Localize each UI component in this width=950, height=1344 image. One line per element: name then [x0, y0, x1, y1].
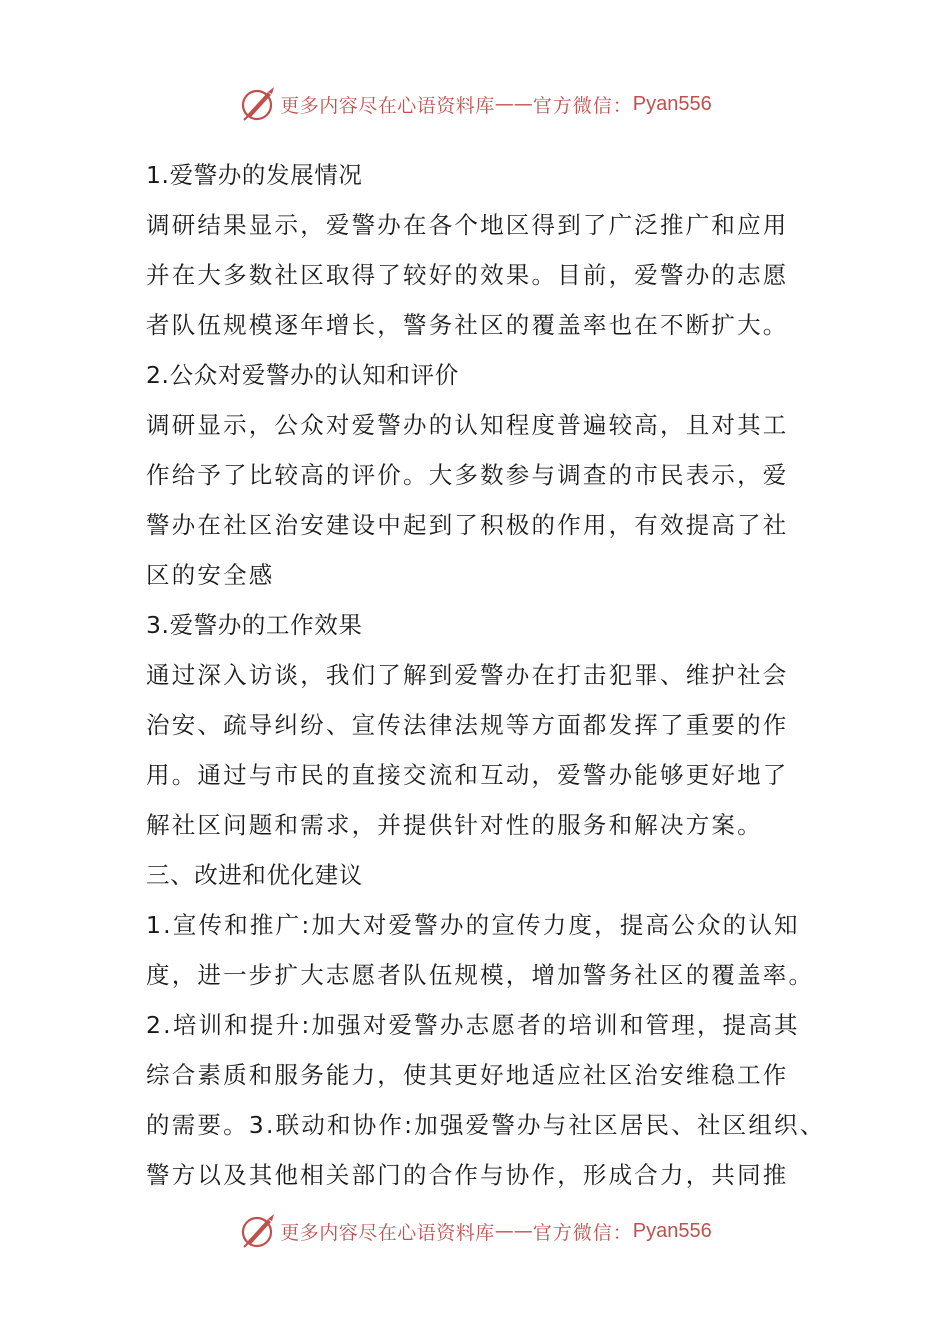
- watermark-dash: ——: [494, 93, 533, 115]
- watermark-slogan: 更多内容尽在心语资料库: [280, 94, 495, 117]
- watermark-contact-label: 官方微信：: [532, 94, 633, 117]
- paragraph-line: 综合素质和服务能力，使其更好地适应社区治安维稳工作: [146, 1061, 789, 1089]
- document-body: [146, 150, 826, 1200]
- paragraph-line: 警方以及其他相关部门的合作与协作，形成合力，共同推: [146, 1161, 789, 1189]
- section-heading: 1.爱警办的发展情况: [146, 161, 363, 189]
- watermark-contact-label: 官方微信：: [532, 1221, 633, 1244]
- paragraph-line: 通过深入访谈，我们了解到爱警办在打击犯罪、维护社会: [146, 661, 789, 689]
- section-heading: 三、改进和优化建议: [146, 861, 363, 889]
- header-watermark-banner: [0, 84, 950, 124]
- paragraph-line: 的需要。3.联动和协作:加强爱警办与社区居民、社区组织、: [146, 1111, 826, 1139]
- paragraph-line: 警办在社区治安建设中起到了积极的作用，有效提高了社: [146, 511, 789, 539]
- paragraph-line: 并在大多数社区取得了较好的效果。目前，爱警办的志愿: [146, 261, 789, 289]
- paragraph-line: 区的安全感: [146, 561, 275, 589]
- watermark-slogan: 更多内容尽在心语资料库: [280, 1221, 495, 1244]
- watermark-dash: ——: [494, 1220, 533, 1242]
- paragraph-line: 治安、疏导纠纷、宣传法律法规等方面都发挥了重要的作: [146, 711, 789, 739]
- quill-pen-seal-icon: [238, 84, 278, 124]
- paragraph-line: 1.宣传和推广:加大对爱警办的宣传力度，提高公众的认知: [146, 911, 800, 939]
- section-heading: 3.爱警办的工作效果: [146, 611, 363, 639]
- paragraph-line: 度，进一步扩大志愿者队伍规模，增加警务社区的覆盖率。: [146, 961, 815, 989]
- watermark-contact-id: Pyan556: [632, 1219, 712, 1242]
- watermark-contact-id: Pyan556: [632, 92, 712, 115]
- paragraph-line: 调研结果显示，爱警办在各个地区得到了广泛推广和应用: [146, 211, 789, 239]
- footer-watermark-banner: [0, 1211, 950, 1251]
- paragraph-line: 用。通过与市民的直接交流和互动，爱警办能够更好地了: [146, 761, 789, 789]
- paragraph-line: 调研显示，公众对爱警办的认知程度普遍较高，且对其工: [146, 411, 789, 439]
- paragraph-line: 2.培训和提升:加强对爱警办志愿者的培训和管理，提高其: [146, 1011, 800, 1039]
- paragraph-line: 者队伍规模逐年增长，警务社区的覆盖率也在不断扩大。: [146, 311, 789, 339]
- paragraph-line: 解社区问题和需求，并提供针对性的服务和解决方案。: [146, 811, 763, 839]
- paragraph-line: 作给予了比较高的评价。大多数参与调查的市民表示，爱: [146, 461, 789, 489]
- section-heading: 2.公众对爱警办的认知和评价: [146, 361, 459, 389]
- quill-pen-seal-icon: [238, 1211, 278, 1251]
